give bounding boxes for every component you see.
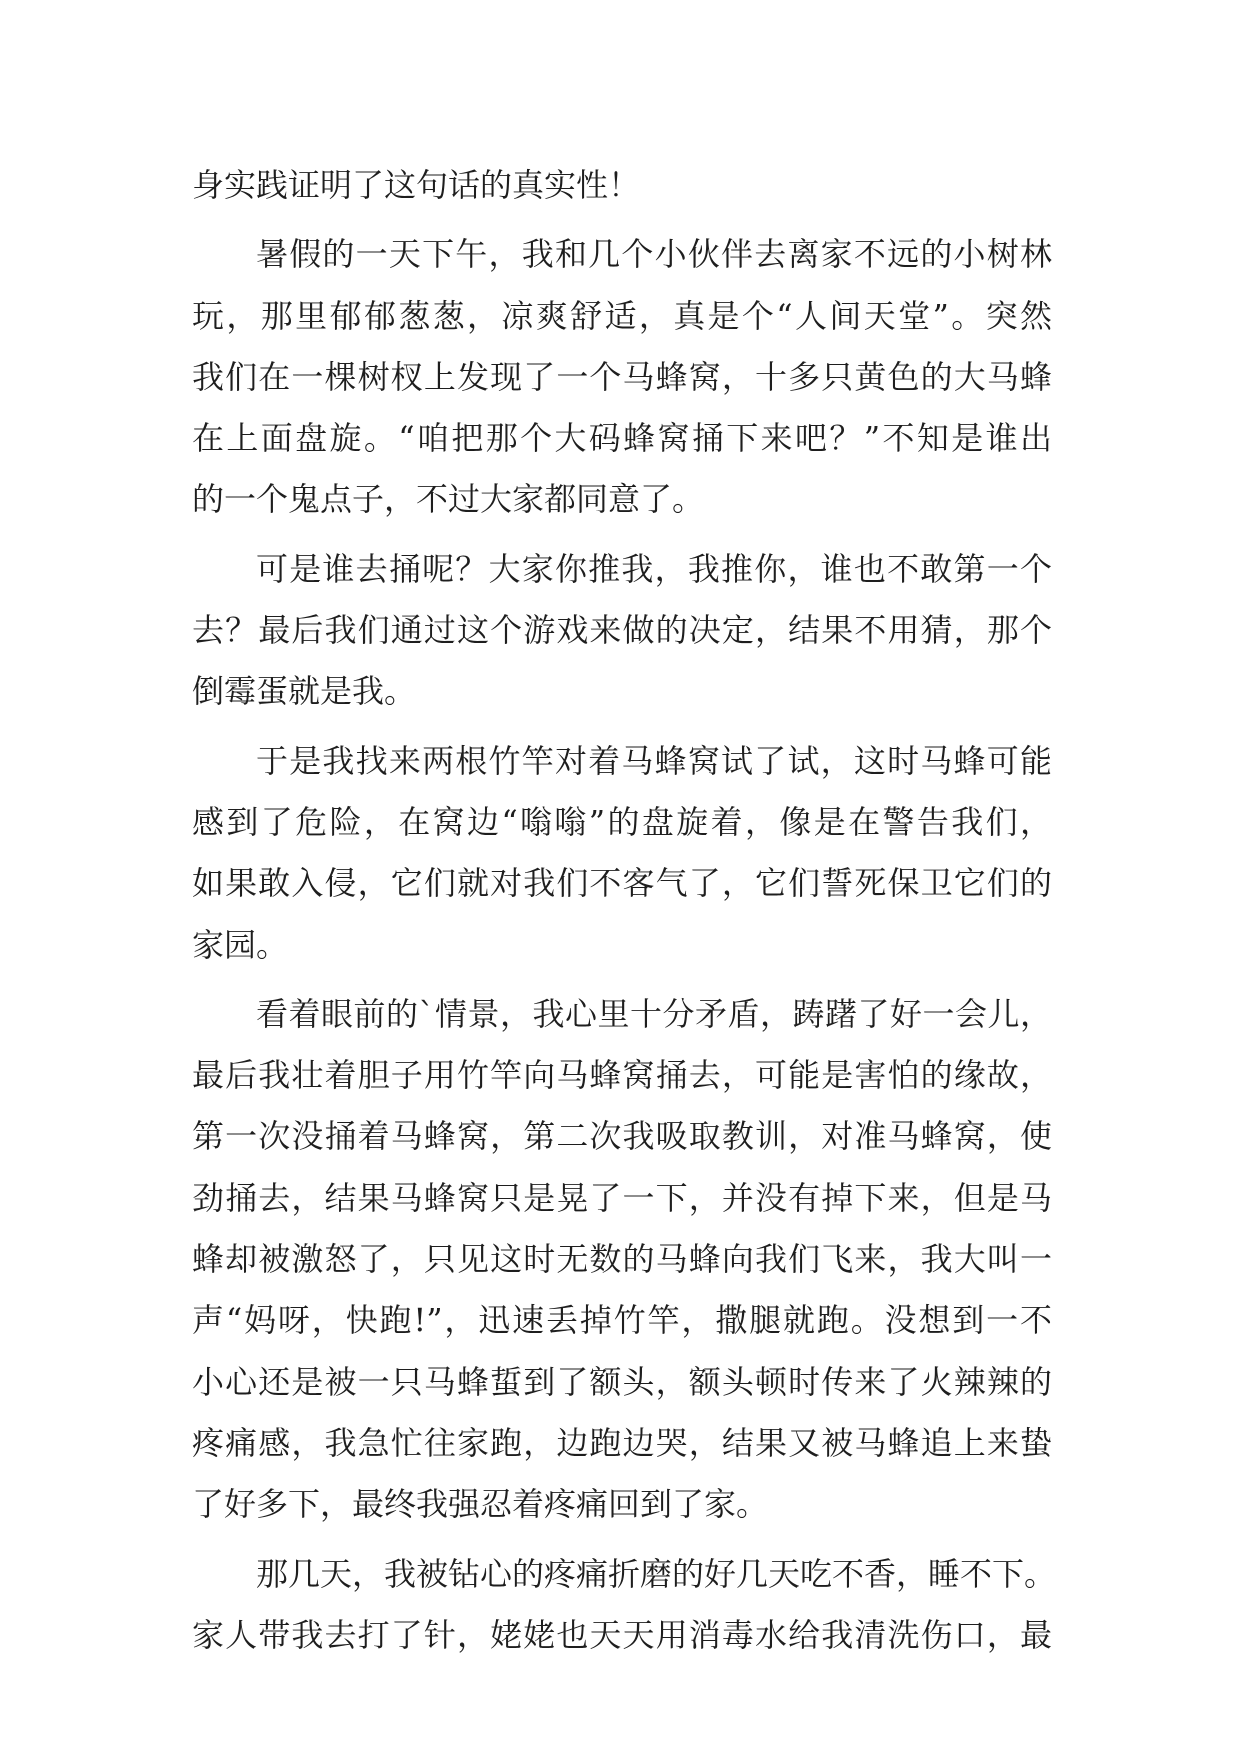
text-line: 去？最后我们通过这个游戏来做的决定，结果不用猜，那个 (192, 611, 1052, 650)
text-line: 声“妈呀，快跑!”，迅速丢掉竹竿，撒腿就跑。没想到一不 (192, 1301, 1052, 1340)
text-line: 我们在一棵树杈上发现了一个马蜂窝，十多只黄色的大马蜂 (192, 357, 1052, 396)
text-line: 了好多下，最终我强忍着疼痛回到了家。 (192, 1485, 769, 1524)
text-line: 如果敢入侵，它们就对我们不客气了，它们誓死保卫它们的 (192, 864, 1052, 903)
text-line: 家人带我去打了针，姥姥也天天用消毒水给我清洗伤口，最 (192, 1615, 1052, 1654)
document-body (192, 155, 1057, 1666)
text-line: 蜂却被激怒了，只见这时无数的马蜂向我们飞来，我大叫一 (192, 1240, 1052, 1279)
text-line: 在上面盘旋。“咱把那个大码蜂窝捅下来吧？”不知是谁出 (192, 419, 1052, 458)
text-line: 身实践证明了这句话的真实性！ (192, 166, 641, 204)
text-line: 可是谁去捅呢？大家你推我，我推你，谁也不敢第一个 (256, 549, 1052, 588)
text-line: 倒霉蛋就是我。 (192, 672, 417, 711)
text-line: 第一次没捅着马蜂窝，第二次我吸取教训，对准马蜂窝，使 (192, 1117, 1052, 1156)
text-line: 感到了危险，在窝边“嗡嗡”的盘旋着，像是在警告我们， (192, 802, 1052, 841)
text-line: 家园。 (192, 925, 289, 964)
text-line: 玩，那里郁郁葱葱，凉爽舒适，真是个“人间天堂”。突然 (192, 296, 1052, 335)
text-line: 的一个鬼点子，不过大家都同意了。 (192, 480, 705, 519)
text-line: 于是我找来两根竹竿对着马蜂窝试了试，这时马蜂可能 (256, 741, 1052, 780)
text-line: 那几天，我被钻心的疼痛折磨的好几天吃不香，睡不下。 (256, 1554, 1057, 1593)
text-line: 暑假的一天下午，我和几个小伙伴去离家不远的小树林 (256, 235, 1052, 274)
text-line: 劲捅去，结果马蜂窝只是晃了一下，并没有掉下来，但是马 (192, 1178, 1052, 1217)
text-line: 看着眼前的`情景，我心里十分矛盾，踌躇了好一会儿， (256, 994, 1052, 1033)
text-line: 最后我壮着胆子用竹竿向马蜂窝捅去，可能是害怕的缘故， (192, 1056, 1052, 1095)
text-line: 小心还是被一只马蜂蜇到了额头，额头顿时传来了火辣辣的 (192, 1362, 1052, 1401)
text-line: 疼痛感，我急忙往家跑，边跑边哭，结果又被马蜂追上来蛰 (192, 1423, 1052, 1462)
